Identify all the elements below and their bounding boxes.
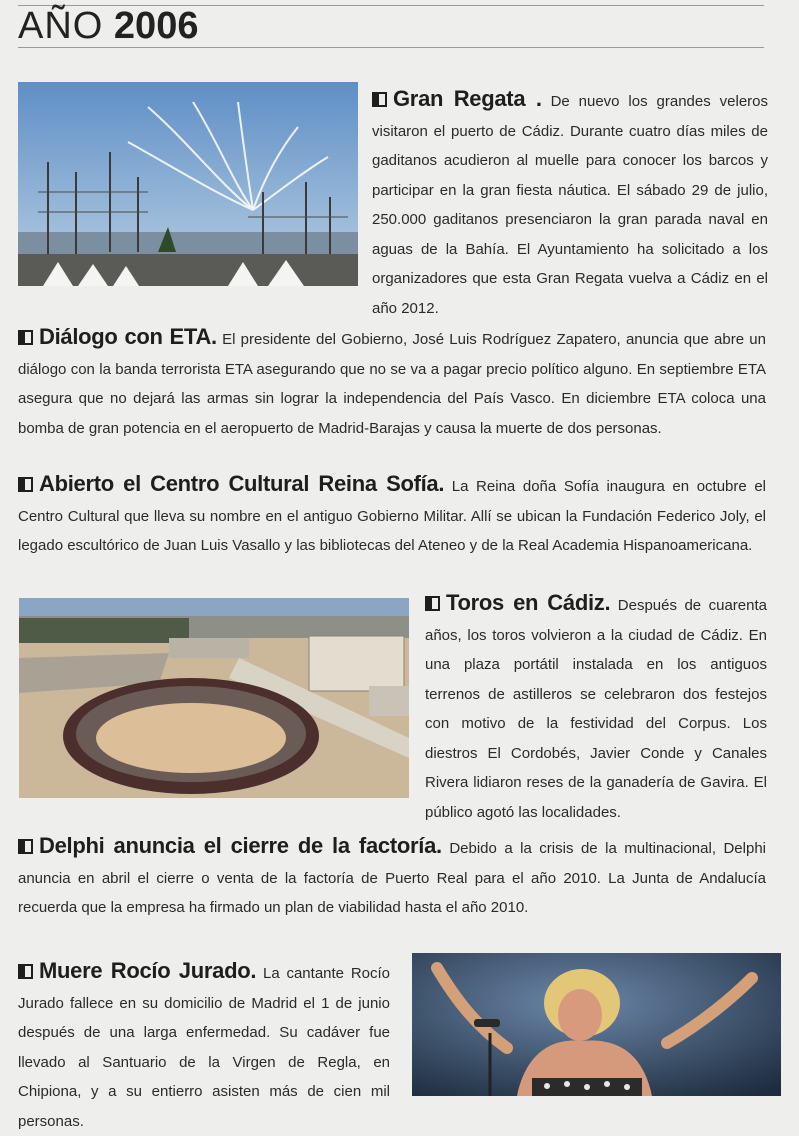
square-bullet-icon (425, 596, 440, 611)
article-centro-cultural (18, 469, 766, 561)
article-delphi (18, 831, 766, 923)
article-body: Después de cuarenta años, los toros volvieron a la ciudad de Cádiz. En una plaza portátil instalada en los antiguos terrenos de astilleros se celebraron dos festejos con motivo de la festividad del Corpus. Los diestros El Cordobés, Javier Conde y Canales Rivera lidiaron reses de la ganadería de Gavira. El público agotó las localidades. (425, 597, 767, 821)
title-rule (18, 47, 764, 48)
title-year: 2006 (113, 5, 199, 47)
square-bullet-icon (18, 330, 33, 345)
article-body: De nuevo los grandes veleros visitaron el puerto de Cádiz. Durante cuatro días miles de gaditanos acudieron al muelle para conocer los barcos y participar en la gran fiesta náutica. El sábado 29 de julio, 250.000 gaditanos presenciaron la gran parada naval en aguas de la Bahía. El Ayuntamiento ha solicitado a los organizadores que esta Gran Regata vuelva a Cádiz en el año 2012. (372, 93, 768, 317)
article-headline: Abierto el Centro Cultural Reina Sofía. (39, 471, 445, 496)
square-bullet-icon (18, 839, 33, 854)
article-headline: Muere Rocío Jurado. (39, 958, 257, 983)
article-headline: Delphi anuncia el cierre de la factoría. (39, 833, 442, 858)
article-body: El presidente del Gobierno, José Luis Rodríguez Zapatero, anuncia que abre un diálogo con la banda terrorista ETA asegurando que no se va a pagar precio político alguno. En septiembre ETA asegura que no dejará las armas sin lograr la independencia del País Vasco. En diciembre ETA coloca una bomba de gran potencia en el aeropuerto de Madrid-Barajas y causa la muerte de dos personas. (18, 331, 766, 437)
bullring-photo (19, 598, 409, 798)
title-word: AÑO (18, 5, 104, 47)
singer-photo (412, 953, 781, 1096)
square-bullet-icon (18, 477, 33, 492)
article-headline: Toros en Cádiz. (446, 590, 611, 615)
article-headline: Diálogo con ETA. (39, 324, 217, 349)
article-body: Debido a la crisis de la multinacional, Delphi anuncia en abril el cierre o venta de la factoría de Puerto Real para el año 2010. La Junta de Andalucía recuerda que la empresa ha firmado un plan de viabilidad hasta el año 2010. (18, 840, 766, 916)
article-rocio-jurado (18, 956, 390, 1136)
article-dialogo-eta (18, 322, 766, 443)
article-body: La cantante Rocío Jurado fallece en su domicilio de Madrid el 1 de junio después de una larga enfermedad. Su cadáver fue llevado al Santuario de la Virgen de Regla, en Chipiona, y a su entierro asisten más de cien mil personas. (18, 965, 390, 1130)
article-headline: Gran Regata . (393, 86, 542, 111)
article-toros (425, 588, 767, 827)
regatta-photo (18, 82, 358, 286)
square-bullet-icon (372, 92, 387, 107)
article-gran-regata (372, 84, 768, 323)
square-bullet-icon (18, 964, 33, 979)
article-body: La Reina doña Sofía inaugura en octubre el Centro Cultural que lleva su nombre en el antiguo Gobierno Militar. Allí se ubican la Fundación Federico Joly, el legado escultórico de Juan Luis Vasallo y las bibliotecas del Ateneo y de la Real Academia Hispanoamericana. (18, 478, 766, 554)
page-title (18, 4, 198, 48)
